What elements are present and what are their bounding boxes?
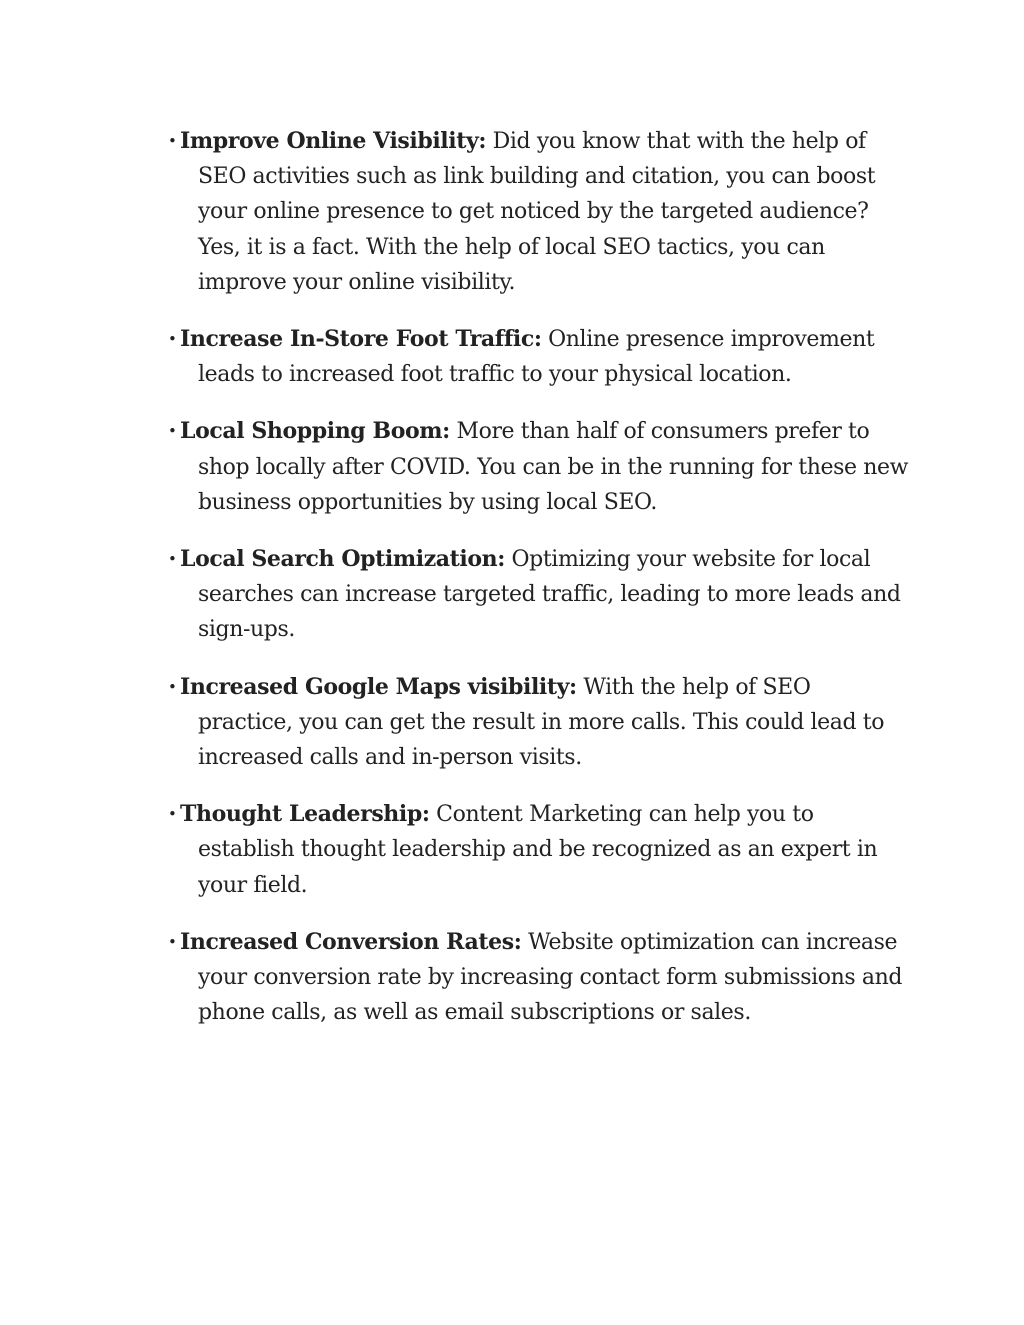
bullet-icon: • (168, 805, 177, 824)
list-item (168, 124, 908, 300)
bullet-icon: • (168, 550, 177, 569)
item-term: Local Shopping Boom: (180, 418, 450, 445)
item-description: Online presence improvement leads to increased foot traffic to your physical location. (198, 327, 875, 388)
item-term: Thought Leadership: (180, 801, 430, 828)
list-item (168, 670, 908, 776)
item-term: Improve Online Visibility: (180, 128, 487, 154)
item-term: Increase In-Store Foot Traffic: (180, 326, 542, 353)
item-description: More than half of consumers prefer to shop locally after COVID. You can be in the running for these new business opportunities by using local SEO. (198, 419, 909, 515)
item-term: Increased Conversion Rates: (180, 928, 522, 955)
list-item (168, 925, 908, 1031)
bullet-icon: • (168, 677, 177, 696)
bullet-icon: • (168, 330, 177, 349)
item-description: Did you know that with the help of SEO activities such as link building and citation, you can boost your online presence to get noticed by the targeted audience? Yes, it is a fact. With the help of local SEO tactics, you can improve your online visibility. (198, 129, 876, 295)
bullet-icon: • (168, 932, 177, 951)
item-term: Increased Google Maps visibility: (180, 673, 577, 700)
item-description: Optimizing your website for local searches can increase targeted traffic, leading to more leads and sign-ups. (198, 547, 901, 643)
list-item (168, 322, 908, 392)
list-item (168, 414, 908, 520)
bullet-icon: • (168, 132, 177, 150)
item-description: With the help of SEO practice, you can get the result in more calls. This could lead to increased calls and in-person visits. (198, 674, 885, 771)
item-term: Local Search Optimization: (180, 546, 505, 573)
item-description: Content Marketing can help you to establish thought leadership and be recognized as an expert in your field. (198, 802, 878, 898)
list-item (168, 542, 908, 648)
bullet-icon: • (168, 422, 177, 441)
benefits-list (168, 124, 908, 1052)
list-item (168, 797, 908, 903)
item-description: Website optimization can increase your conversion rate by increasing contact form submissions and phone calls, as well as email subscriptions or sales. (198, 929, 903, 1026)
